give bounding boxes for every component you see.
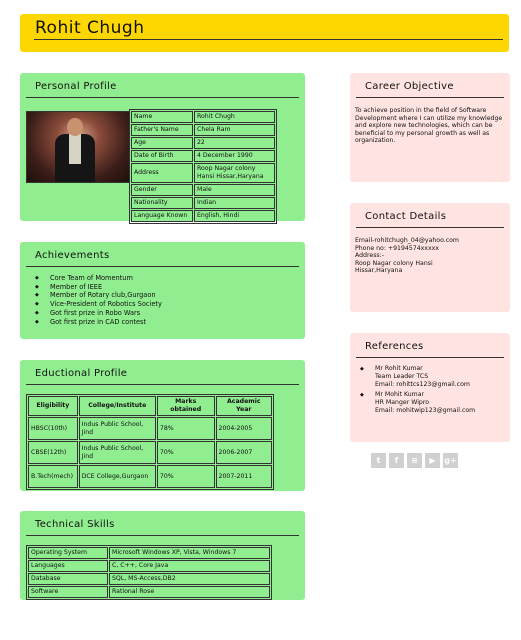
skill-category: Operating System [28, 547, 108, 559]
table-cell: B.Tech(mech) [28, 465, 78, 488]
field-value: Chela Ram [194, 124, 275, 136]
field-value: Rohit Chugh [194, 111, 275, 123]
table-row [131, 137, 275, 149]
field-label: Address [131, 163, 193, 183]
educational-profile-title: Eductional Profile [35, 368, 128, 379]
contact-info [355, 237, 507, 275]
skill-category: Database [28, 573, 108, 585]
table-row [131, 111, 275, 123]
table-row [28, 573, 270, 585]
contact-email[interactable]: Email-rohitchugh_04@yahoo.com [355, 237, 459, 244]
field-label: Date of Birth [131, 150, 193, 162]
table-row [28, 417, 272, 440]
technical-skills-title: Technical Skills [35, 519, 115, 530]
table-cell: 70% [157, 441, 215, 464]
reference-email[interactable]: Email: rohittcs123@gmail.com [375, 381, 470, 388]
list-item: ◆ Member of IEEE [31, 283, 162, 292]
field-value: Male [194, 184, 275, 196]
table-cell: Indus Public School, Jind [79, 441, 156, 464]
contact-details-card [350, 203, 510, 312]
table-cell: 2004-2005 [216, 417, 272, 440]
achievements-card [20, 242, 305, 339]
field-value: English, Hindi [194, 210, 275, 222]
list-item: ◆ Got first prize in Robo Wars [31, 309, 162, 318]
table-cell: 2006-2007 [216, 441, 272, 464]
rss-icon[interactable]: ≡ [407, 453, 422, 468]
section-divider [26, 535, 299, 536]
column-header: College/Institute [79, 396, 156, 416]
reference-role: HR Manger Wipro [375, 399, 430, 406]
educational-profile-card [20, 360, 305, 491]
section-divider [26, 384, 299, 385]
table-row [131, 184, 275, 196]
reference-item [356, 365, 475, 389]
achievements-title: Achievements [35, 250, 110, 261]
section-divider [356, 97, 504, 98]
table-row [28, 465, 272, 488]
column-header: Eligibility [28, 396, 78, 416]
header-banner [20, 14, 509, 52]
reference-email[interactable]: Email: mohitwip123@gmail.com [375, 407, 476, 414]
field-label: Age [131, 137, 193, 149]
personal-profile-title: Personal Profile [35, 81, 117, 92]
list-item: ◆ Vice-President of Robotics Society [31, 300, 162, 309]
contact-details-title: Contact Details [365, 211, 447, 222]
table-row [131, 163, 275, 183]
field-label: Language Known [131, 210, 193, 222]
table-cell: HBSC(10th) [28, 417, 78, 440]
twitter-icon[interactable]: t [371, 453, 386, 468]
field-value: 4 December 1990 [194, 150, 275, 162]
contact-phone: Phone no: +9194574xxxxx [355, 244, 439, 252]
skill-category: Software [28, 586, 108, 598]
reference-item [356, 391, 475, 415]
table-header-row [28, 396, 272, 416]
field-value: Roop Nagar colony Hansi Hissar,Haryana [194, 163, 275, 183]
contact-address-label: Address:- [355, 252, 384, 260]
skill-category: Languages [28, 560, 108, 572]
youtube-icon[interactable]: ▶ [425, 453, 440, 468]
reference-role: Team Leader TCS [375, 373, 429, 380]
list-item: ◆ Core Team of Momentum [31, 274, 162, 283]
section-divider [26, 97, 299, 98]
column-header: Academic Year [216, 396, 272, 416]
column-header: Marks obtained [157, 396, 215, 416]
career-objective-card [350, 73, 510, 182]
technical-skills-card [20, 511, 305, 600]
table-cell: 70% [157, 465, 215, 488]
table-cell: Indus Public School, Jind [79, 417, 156, 440]
table-cell: 2007-2011 [216, 465, 272, 488]
table-row [28, 586, 270, 598]
skill-value: Rational Rose [109, 586, 270, 598]
list-item: ◆ Member of Rotary club,Gurgaon [31, 291, 162, 300]
table-cell: 78% [157, 417, 215, 440]
contact-address-line1: Roop Nagar colony Hansi [355, 259, 433, 267]
field-label: Gender [131, 184, 193, 196]
header-divider [34, 39, 503, 40]
contact-address-line2: Hissar,Haryana [355, 267, 403, 275]
table-row [28, 560, 270, 572]
field-label: Father's Name [131, 124, 193, 136]
skill-value: SQL, MS-Access,DB2 [109, 573, 270, 585]
references-list [356, 365, 475, 417]
field-value: 22 [194, 137, 275, 149]
table-row [131, 210, 275, 222]
name-title: Rohit Chugh [35, 18, 145, 38]
table-cell: DCE College,Gurgaon [79, 465, 156, 488]
social-icons [371, 453, 458, 468]
personal-info-table [129, 109, 277, 224]
section-divider [356, 227, 504, 228]
table-row [131, 150, 275, 162]
personal-profile-card [20, 73, 305, 221]
reference-name: ◆ Mr Rohit Kumar [375, 365, 423, 372]
skill-value: C, C++, Core Java [109, 560, 270, 572]
table-row [131, 124, 275, 136]
table-row [131, 197, 275, 209]
skills-table [26, 545, 272, 600]
achievements-list [31, 274, 162, 326]
profile-photo [26, 111, 130, 183]
section-divider [26, 266, 299, 267]
field-label: Nationality [131, 197, 193, 209]
table-row [28, 547, 270, 559]
table-cell: CBSE(12th) [28, 441, 78, 464]
skill-value: Microsoft Windows XP, Vista, Windows 7 [109, 547, 270, 559]
references-card [350, 333, 510, 442]
field-label: Name [131, 111, 193, 123]
education-table [26, 394, 274, 490]
google-plus-icon[interactable]: g+ [443, 453, 458, 468]
career-objective-text: To achieve position in the field of Software Development where I can utilize my knowledge and explore new technologies, which can be beneficial to my personal growth as well as organization. [355, 107, 503, 145]
field-value: Indian [194, 197, 275, 209]
section-divider [356, 357, 504, 358]
reference-name: ◆ Mr Mohit Kumar [375, 391, 425, 398]
references-title: References [365, 341, 424, 352]
table-row [28, 441, 272, 464]
career-objective-title: Career Objective [365, 81, 454, 92]
list-item: ◆ Got first prize in CAD contest [31, 318, 162, 327]
facebook-icon[interactable]: f [389, 453, 404, 468]
